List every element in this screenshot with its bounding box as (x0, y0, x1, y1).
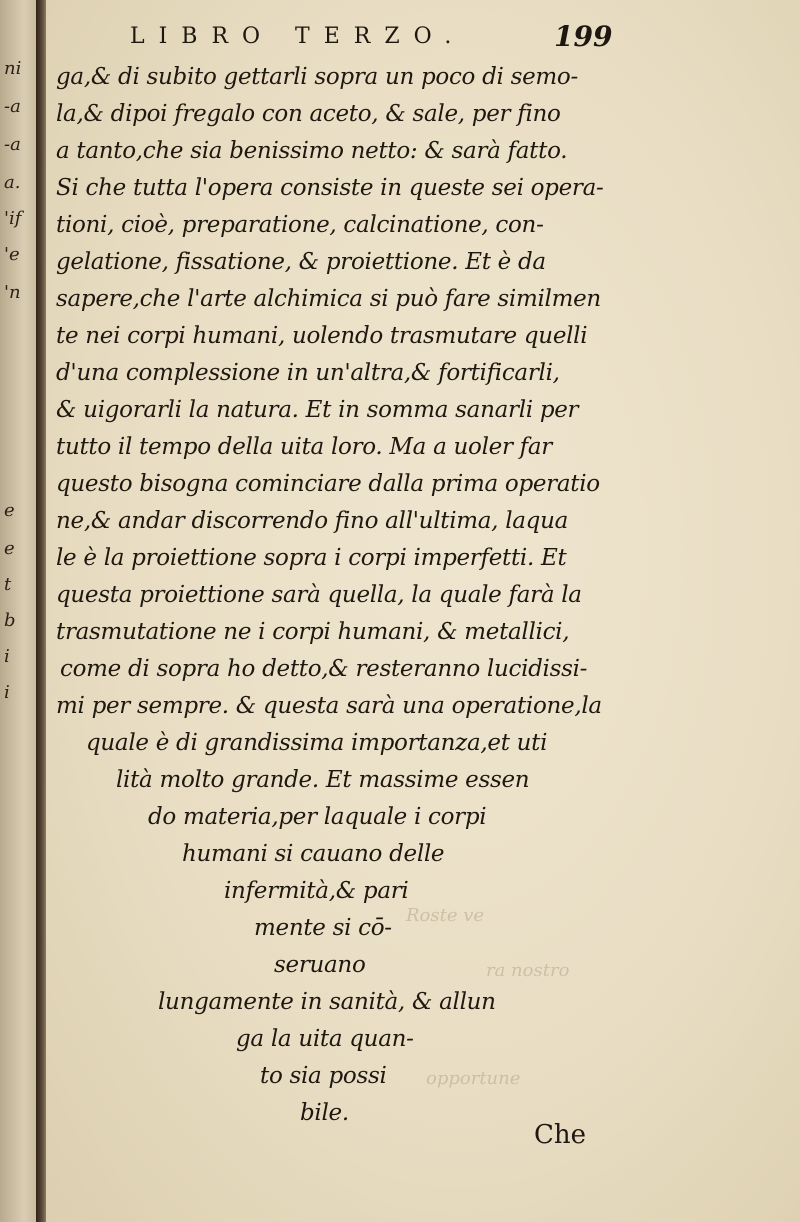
show-through-text: opportune (426, 1068, 521, 1089)
text-line: infermità,& pari (224, 878, 409, 904)
margin-fragment: 'if (4, 208, 22, 229)
page-number: 199 (554, 20, 613, 53)
text-line: tioni, cioè, preparatione, calcinatione, con- (56, 212, 544, 238)
text-line: tutto il tempo della uita loro. Ma a uoler far (56, 434, 552, 460)
text-line: te nei corpi humani, uolendo trasmutare quelli (56, 323, 588, 349)
catchword: Che (534, 1120, 587, 1150)
margin-fragment: i (4, 682, 10, 703)
text-line: mi per sempre. & questa sarà una operatione,la (56, 693, 602, 719)
margin-fragment: t (4, 574, 12, 595)
margin-fragment: i (4, 646, 10, 667)
text-line: & uigorarli la natura. Et in somma sanarli per (56, 397, 579, 423)
show-through-text: Roste ve (406, 905, 485, 926)
show-through-text: ra nostro (486, 960, 570, 981)
margin-fragment: -a (4, 134, 21, 155)
text-line: ga la uita quan- (236, 1026, 414, 1052)
text-line: a tanto,che sia benissimo netto: & sarà fatto. (56, 138, 568, 164)
text-line: do materia,per laquale i corpi (148, 804, 487, 830)
margin-fragment: ni (4, 58, 22, 79)
text-line: bile. (300, 1100, 349, 1126)
text-line: le è la proiettione sopra i corpi imperfetti. Et (56, 545, 567, 571)
margin-fragment: 'n (4, 282, 21, 303)
margin-fragment: b (4, 610, 16, 631)
text-line: quale è di grandissima importanza,et uti (86, 730, 548, 756)
margin-fragment: e (4, 538, 15, 559)
text-line: trasmutatione ne i corpi humani, & metallici, (56, 619, 570, 645)
text-line: questo bisogna cominciare dalla prima operatio (56, 471, 600, 497)
book-page (46, 0, 800, 1222)
text-line: ne,& andar discorrendo fino all'ultima, laqua (56, 508, 569, 534)
text-line: lità molto grande. Et massime essen (116, 767, 530, 793)
text-line: la,& dipoi fregalo con aceto, & sale, per fino (56, 101, 561, 127)
text-line: to sia possi (260, 1063, 387, 1089)
text-line: sapere,che l'arte alchimica si può fare similmen (56, 286, 601, 312)
text-line: humani si cauano delle (182, 841, 445, 867)
text-line: seruano (274, 952, 366, 978)
text-line: mente si cō- (254, 915, 392, 941)
text-line: d'una complessione in un'altra,& fortificarli, (56, 360, 560, 386)
text-line: ga,& di subito gettarli sopra un poco di semo- (56, 64, 578, 90)
text-line: gelatione, fissatione, & proiettione. Et è da (56, 249, 546, 275)
margin-fragment: -a (4, 96, 21, 117)
running-head: LIBRO TERZO. (130, 24, 466, 49)
book-gutter (36, 0, 46, 1222)
margin-fragment: a. (4, 172, 21, 193)
text-line: come di sopra ho detto,& resteranno lucidissi- (60, 656, 588, 682)
previous-page-edge (0, 0, 40, 1222)
text-line: lungamente in sanità, & allun (158, 989, 496, 1015)
text-line: questa proiettione sarà quella, la quale farà la (56, 582, 582, 608)
margin-fragment: e (4, 500, 15, 521)
text-line: Si che tutta l'opera consiste in queste sei opera- (56, 175, 604, 201)
margin-fragment: 'e (4, 244, 20, 265)
